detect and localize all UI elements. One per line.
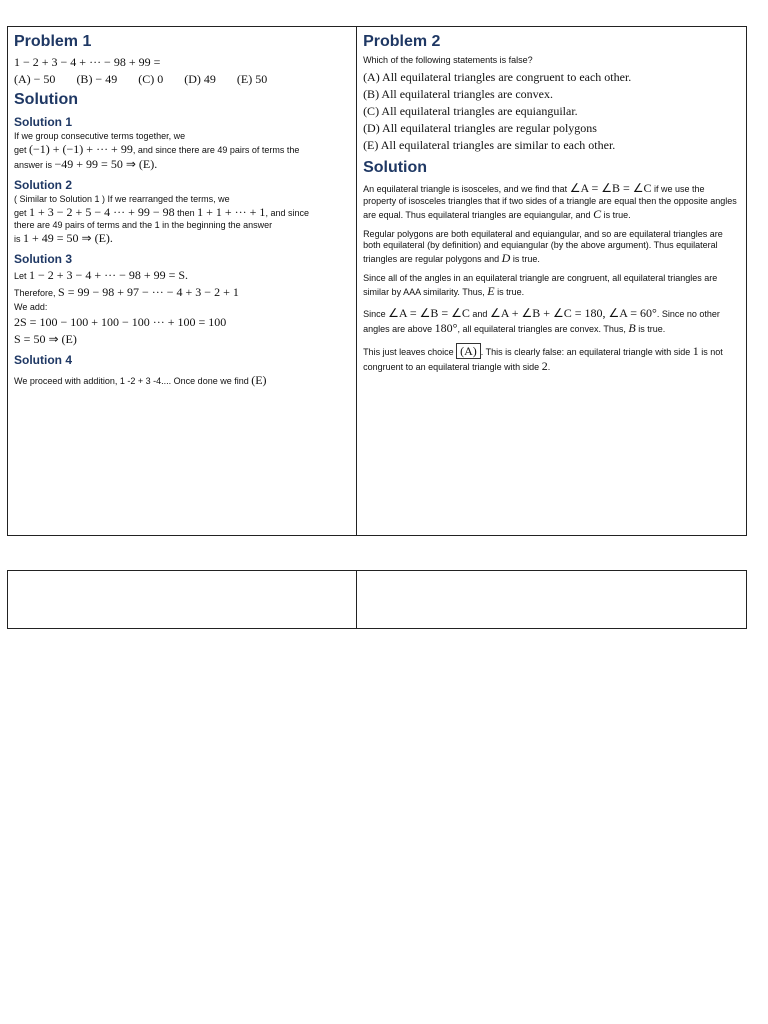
solution3-sum: 2S = 100 − 100 + 100 − 100 ··· + 100 = 100 <box>14 315 227 329</box>
solution3-result: S = 50 ⇒ (E) <box>14 332 77 346</box>
solution2-line2-math2: 1 + 1 + ··· + 1 <box>197 205 266 219</box>
problem1-choices <box>14 72 350 87</box>
choice-e: (E) 50 <box>236 72 268 86</box>
p5-var2: 2 <box>541 359 548 373</box>
problem1-solution-heading: Solution <box>14 91 78 108</box>
problem2-paragraph-1 <box>363 181 740 222</box>
solution3-add-label: We add: <box>14 302 48 312</box>
solution3-therefore-label: Therefore, <box>14 288 59 298</box>
p5-text-a: This just leaves choice <box>363 347 457 357</box>
statement-c: (C) All equilateral triangles are equianguilar. <box>363 104 578 118</box>
p2-text-a: Regular polygons are both equilateral and equiangular, and so are equilateral triangles are both equilateral (by definition) and equiangular (by the above argument). Thus equilateral triangles are regular polygons and <box>363 229 723 264</box>
choice-a: (A) − 50 <box>14 72 56 86</box>
empty-cell-left <box>8 571 357 628</box>
p4-text-a: Since <box>363 309 389 319</box>
problem2-solution-heading: Solution <box>363 159 428 176</box>
solution3-let-label: Let <box>14 271 30 281</box>
p5-text-d: . <box>547 362 551 372</box>
p2-var: D <box>501 251 511 265</box>
problem2-paragraph-4 <box>363 306 740 336</box>
solution1-line3-a: answer is <box>14 160 55 170</box>
p1-text-b: if we use the property of isosceles triangles that if two sides of a triangle are equal then the opposite angles are equal. Thus equilateral triangles are equiangular, and <box>363 184 737 220</box>
solution1-line3 <box>14 157 350 172</box>
problem2-paragraph-3 <box>363 273 740 299</box>
statement-a: (A) All equilateral triangles are congruent to each other. <box>363 70 632 84</box>
p1-math: ∠A = ∠B = ∠C <box>569 181 652 195</box>
problem2-paragraph-2 <box>363 229 740 266</box>
choice-c: (C) 0 <box>138 72 164 86</box>
solution3-let <box>14 268 350 283</box>
p3-var: E <box>487 284 495 298</box>
p4-text-d: , all equilateral triangles are convex. Thus, <box>457 324 629 334</box>
problem1-cell <box>8 27 357 535</box>
solution1-line3-math: −49 + 99 = 50 ⇒ (E). <box>54 157 158 171</box>
problem2-question: Which of the following statements is false? <box>363 55 533 65</box>
solution1-line1: If we group consecutive terms together, we <box>14 131 186 141</box>
solution2-line4-math: 1 + 49 = 50 ⇒ (E). <box>23 231 113 245</box>
solution2-line4-a: is <box>14 234 23 244</box>
empty-cell-right <box>357 571 746 628</box>
solution4-heading: Solution 4 <box>14 353 72 367</box>
p5-text-c: is not congruent to an equilateral triangle with side <box>363 347 723 372</box>
problem2-paragraph-5 <box>363 343 740 374</box>
solution3-let-math: 1 − 2 + 3 − 4 + ··· − 98 + 99 = S. <box>29 268 189 282</box>
solution2-heading: Solution 2 <box>14 178 72 192</box>
solution2-line2 <box>14 205 350 220</box>
solution2-line2-c: , and since <box>265 208 309 218</box>
p4-text-c: . Since no other angles are above <box>363 309 720 334</box>
solution2-line4 <box>14 231 350 246</box>
problem1-title: Problem 1 <box>14 33 92 50</box>
problems-table <box>7 26 747 536</box>
solution1-line2-a: get <box>14 145 30 155</box>
choice-b: (B) − 49 <box>76 72 118 86</box>
solution2-line2-b: then <box>174 208 198 218</box>
p4-var: B <box>628 321 636 335</box>
solution2-line1: ( Similar to Solution 1 ) If we rearranged the terms, we <box>14 194 230 204</box>
solution1-line2-b: , and since there are 49 pairs of terms the <box>132 145 300 155</box>
problem2-cell <box>357 27 746 535</box>
solution3-therefore <box>14 285 350 300</box>
solution4-math: (E) <box>251 373 267 387</box>
p1-text-a: An equilateral triangle is isosceles, and we find that <box>363 184 570 194</box>
choice-d: (D) 49 <box>184 72 216 86</box>
solution3-therefore-math: S = 99 − 98 + 97 − ··· − 4 + 3 − 2 + 1 <box>58 285 239 299</box>
solution3-heading: Solution 3 <box>14 252 72 266</box>
solution4-text <box>14 373 350 388</box>
empty-table <box>7 570 747 629</box>
problem2-title: Problem 2 <box>363 33 441 50</box>
solution2-line2-math1: 1 + 3 − 2 + 5 − 4 ··· + 99 − 98 <box>29 205 175 219</box>
answer-box: (A) <box>456 343 481 359</box>
p5-text-b: . This is clearly false: an equilateral triangle with side <box>480 347 693 357</box>
solution4-text-body: We proceed with addition, 1 -2 + 3 -4.... Once done we find <box>14 376 252 386</box>
p1-var: C <box>593 207 602 221</box>
p2-text-b: is true. <box>510 254 540 264</box>
solution1-heading: Solution 1 <box>14 115 72 129</box>
problem1-expression: 1 − 2 + 3 − 4 + ··· − 98 + 99 = <box>14 55 161 69</box>
statement-d: (D) All equilateral triangles are regular polygons <box>363 121 597 135</box>
solution1-line2 <box>14 142 350 157</box>
solution2-line3: there are 49 pairs of terms and the 1 in the beginning the answer <box>14 220 273 230</box>
p4-math3: 180° <box>434 321 458 335</box>
p4-math1: ∠A = ∠B = ∠C <box>388 306 470 320</box>
statement-e: (E) All equilateral triangles are similar to each other. <box>363 138 616 152</box>
p1-text-c: is true. <box>601 210 631 220</box>
statement-b: (B) All equilateral triangles are convex. <box>363 87 553 101</box>
p3-text-b: is true. <box>494 287 525 297</box>
p4-text-b: and <box>469 309 490 319</box>
p4-text-e: is true. <box>635 324 666 334</box>
solution2-line2-a: get <box>14 208 30 218</box>
p5-var1: 1 <box>692 344 699 358</box>
p3-text-a: Since all of the angles in an equilateral triangle are congruent, all equilateral triangles are similar by AAA similarity. Thus, <box>363 273 718 297</box>
solution1-line2-math: (−1) + (−1) + ··· + 99 <box>29 142 133 156</box>
p4-math2: ∠A + ∠B + ∠C = 180, ∠A = 60° <box>489 306 657 320</box>
